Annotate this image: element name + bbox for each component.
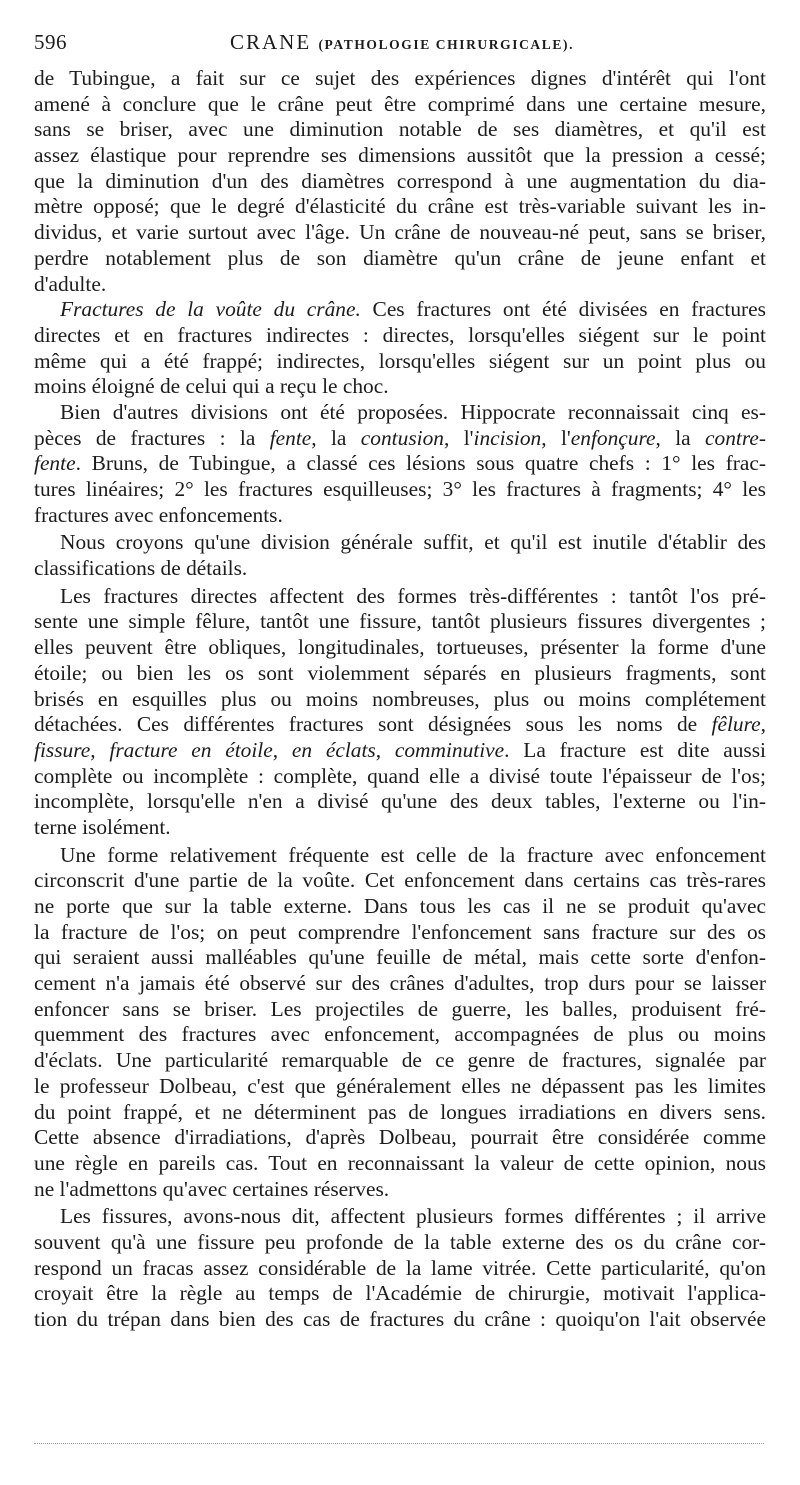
text-line: quemment des fractures avec enfoncement, accompagnées de plus ou moins	[34, 1022, 766, 1047]
text-line: respond un fracas assez considérable de la lame vitrée. Cette particularité, qu'on	[34, 1255, 766, 1280]
running-head	[34, 30, 766, 60]
page-number: 596	[34, 30, 67, 54]
text-line: Les fractures directes affectent des formes très-différentes : tantôt l'os pré-	[60, 583, 766, 608]
text-line: fractures avec enfoncements.	[34, 502, 283, 527]
text-line: complète ou incomplète : complète, quand elle a divisé toute l'épaisseur de l'os;	[34, 763, 766, 788]
footer-rule	[34, 1443, 764, 1444]
paragraph	[34, 584, 766, 841]
text-line: Fractures de la voûte du crâne. Ces fractures ont été divisées en fractures	[60, 297, 766, 322]
text-line: souvent qu'à une fissure peu profonde de la table externe des os du crâne cor-	[34, 1229, 766, 1254]
text-line: fente. Bruns, de Tubingue, a classé ces lésions sous quatre chefs : 1° les frac-	[34, 451, 766, 476]
text-line: terne isolément.	[34, 814, 171, 839]
text-line: Les fissures, avons-nous dit, affectent plusieurs formes différentes ; il arrive	[60, 1204, 766, 1229]
text-line: assez élastique pour reprendre ses dimensions aussitôt que la pression a cessé;	[34, 143, 766, 168]
text-line: ne l'admettons qu'avec certaines réserves.	[34, 1176, 390, 1201]
paragraph	[34, 1204, 766, 1332]
text-line: de Tubingue, a fait sur ce sujet des expériences dignes d'intérêt qui l'ont	[34, 66, 766, 90]
paragraph	[34, 400, 766, 528]
text-line: cement n'a jamais été observé sur des crânes d'adultes, trop durs pour se laisser	[34, 971, 766, 996]
text-line: tures linéaires; 2° les fractures esquilleuses; 3° les fractures à fragments; 4° les	[34, 477, 766, 501]
text-line: d'adulte.	[34, 271, 107, 296]
text-line: du point frappé, et ne déterminent pas de longues irradiations en divers sens.	[34, 1099, 766, 1124]
text-line: la fracture de l'os; on peut comprendre l'enfoncement sans fracture sur des os	[34, 919, 766, 944]
text-line: Une forme relativement fréquente est celle de la fracture avec enfoncement	[60, 842, 766, 867]
text-line: fissure, fracture en étoile, en éclats, comminutive. La fracture est dite aussi	[34, 737, 766, 762]
paragraph	[34, 297, 766, 400]
text-line: croyait être la règle au temps de l'Académie de chirurgie, motivait l'applica-	[34, 1281, 766, 1306]
text-line: d'éclats. Une particularité remarquable de ce genre de fractures, signalée par	[34, 1048, 766, 1073]
text-line: mètre opposé; que le degré d'élasticité du crâne est très-variable suivant les in-	[34, 194, 766, 219]
text-line: ne porte que sur la table externe. Dans tous les cas il ne se produit qu'avec	[34, 894, 766, 918]
text-line: pèces de fractures : la fente, la contusion, l'incision, l'enfonçure, la contre-	[34, 425, 766, 450]
text-line: directes et en fractures indirectes : directes, lorsqu'elles siégent sur le point	[34, 322, 766, 347]
text-line: même qui a été frappé; indirectes, lorsqu'elles siégent sur un point plus ou	[34, 348, 766, 373]
text-line: moins éloigné de celui qui a reçu le choc.	[34, 374, 389, 399]
text-line: classifications de détails.	[34, 556, 248, 581]
text-line: Cette absence d'irradiations, d'après Dolbeau, pourrait être considérée comme	[34, 1125, 766, 1150]
text-line: elles peuvent être obliques, longitudinales, tortueuses, présenter la forme d'une	[34, 635, 766, 660]
text-line: perdre notablement plus de son diamètre qu'un crâne de jeune enfant et	[34, 245, 766, 270]
text-line: sente une simple fêlure, tantôt une fissure, tantôt plusieurs fissures divergentes ;	[34, 609, 766, 634]
text-line: le professeur Dolbeau, c'est que généralement elles ne dépassent pas les limites	[34, 1073, 766, 1098]
text-line: brisés en esquilles plus ou moins nombreuses, plus ou moins complétement	[34, 686, 766, 711]
running-title-main: CRANE	[230, 30, 312, 54]
paragraph	[34, 66, 766, 297]
paragraph	[34, 843, 766, 1203]
running-title	[230, 30, 574, 55]
text-line: circonscrit d'une partie de la voûte. Cet enfoncement dans certains cas très-rares	[34, 868, 766, 893]
text-line: enfoncer sans se briser. Les projectiles de guerre, les balles, produisent fré-	[34, 996, 766, 1021]
body-text	[34, 66, 766, 1333]
text-line: une règle en pareils cas. Tout en reconnaissant la valeur de cette opinion, nous	[34, 1150, 766, 1175]
text-line: étoile; ou bien les os sont violemment séparés en plusieurs fragments, sont	[34, 660, 766, 685]
book-page	[34, 30, 766, 1333]
text-line: Bien d'autres divisions ont été proposées. Hippocrate reconnaissait cinq es-	[60, 399, 766, 424]
text-line: incomplète, lorsqu'elle n'en a divisé qu'une des deux tables, l'externe ou l'in-	[34, 789, 766, 814]
paragraph	[34, 530, 766, 581]
text-line: amené à conclure que le crâne peut être comprimé dans une certaine mesure,	[34, 91, 766, 116]
text-line: Nous croyons qu'une division générale suffit, et qu'il est inutile d'établir des	[60, 530, 766, 555]
text-line: détachées. Ces différentes fractures sont désignées sous les noms de fêlure,	[34, 712, 766, 737]
text-line: que la diminution d'un des diamètres correspond à une augmentation du dia-	[34, 168, 766, 193]
text-line: tion du trépan dans bien des cas de fractures du crâne : quoiqu'on l'ait observée	[34, 1307, 766, 1331]
text-line: sans se briser, avec une diminution notable de ses diamètres, et qu'il est	[34, 117, 766, 142]
section-heading: Fractures de la voûte du crâne.	[60, 297, 361, 322]
text-line: qui seraient aussi malléables qu'une feuille de métal, mais cette sorte d'enfon-	[34, 945, 766, 970]
running-title-sub: (PATHOLOGIE CHIRURGICALE).	[318, 37, 575, 52]
text-line: dividus, et varie surtout avec l'âge. Un crâne de nouveau-né peut, sans se briser,	[34, 220, 766, 245]
